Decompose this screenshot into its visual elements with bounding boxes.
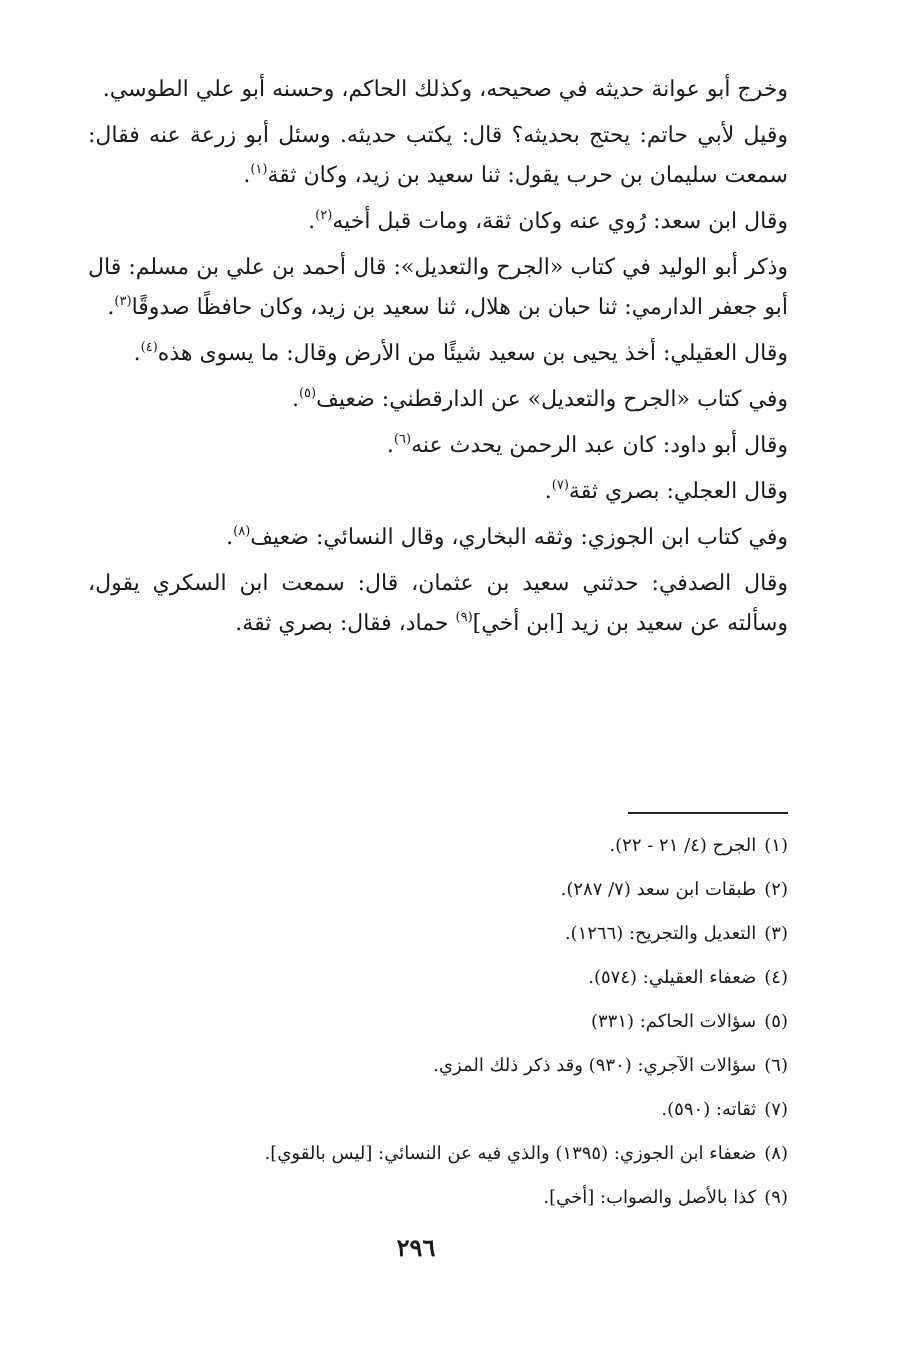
footnote-text: سؤالات الآجري: (٩٣٠) وقد ذكر ذلك المزي. bbox=[433, 1055, 757, 1076]
footnote-text: التعديل والتجريح: (١٢٦٦). bbox=[564, 923, 757, 944]
footnote-item bbox=[88, 1044, 788, 1088]
footnote-text: ضعفاء العقيلي: (٥٧٤). bbox=[588, 967, 757, 988]
paragraph: وقال الصدفي: حدثني سعيد بن عثمان، قال: سمعت ابن السكري يقول، وسألته عن سعيد بن زيد [ابن أخي]$^{(٩)}$ حماد، فقال: بصري ثقة. bbox=[88, 571, 788, 636]
footnote-number: (٩) bbox=[764, 1187, 788, 1208]
footnote-text: سؤالات الحاكم: (٣٣١) bbox=[590, 1011, 757, 1032]
footnote-number: (٧) bbox=[764, 1099, 788, 1120]
footnote-text: ضعفاء ابن الجوزي: (١٣٩٥) والذي فيه عن النسائي: [ليس بالقوي]. bbox=[264, 1143, 757, 1164]
paragraph: وذكر أبو الوليد في كتاب «الجرح والتعديل»: قال أحمد بن علي بن مسلم: قال أبو جعفر الدارمي: ثنا حبان بن هلال، ثنا سعيد بن زيد، وكان حافظًا صدوقًا$^{(٣)}$. bbox=[88, 255, 788, 320]
paragraph: وقال العقيلي: أخذ يحيى بن سعيد شيئًا من الأرض وقال: ما يسوى هذه$^{(٤)}$. bbox=[133, 340, 788, 366]
footnote-ref: (٧) bbox=[551, 478, 569, 493]
footnote-item bbox=[88, 1088, 788, 1132]
footnote-item bbox=[88, 868, 788, 912]
footnote-ref: (٤) bbox=[140, 340, 158, 355]
paragraph: وقال أبو داود: كان عبد الرحمن يحدث عنه$^{(٦)}$. bbox=[386, 432, 788, 458]
footnote-item bbox=[88, 956, 788, 1000]
footnote-item bbox=[88, 1132, 788, 1176]
footnote-ref: (٦) bbox=[393, 432, 412, 447]
footnote-separator bbox=[628, 812, 788, 814]
footnotes-list bbox=[88, 824, 788, 1220]
footnote-ref: (١) bbox=[250, 162, 268, 177]
paragraph: وخرج أبو عوانة حديثه في صحيحه، وكذلك الحاكم، وحسنه أبو علي الطوسي. bbox=[102, 77, 788, 102]
footnote-number: (٤) bbox=[764, 967, 788, 988]
paragraph: وقيل لأبي حاتم: يحتج بحديثه؟ قال: يكتب حديثه. وسئل أبو زرعة عنه فقال: سمعت سليمان بن حرب يقول: ثنا سعيد بن زيد، وكان ثقة$^{(١)}$. bbox=[88, 123, 788, 188]
footnote-item bbox=[88, 912, 788, 956]
footnote-text: ثقاته: (٥٩٠). bbox=[661, 1099, 757, 1120]
paragraph: وقال ابن سعد: رُوي عنه وكان ثقة، ومات قبل أخيه$^{(٢)}$. bbox=[308, 208, 788, 234]
footnote-ref: (٨) bbox=[233, 524, 251, 539]
paragraph: وقال العجلي: بصري ثقة$^{(٧)}$. bbox=[544, 478, 788, 504]
footnote-text: طبقات ابن سعد (٧/ ٢٨٧). bbox=[560, 879, 757, 900]
footnote-number: (٢) bbox=[764, 879, 788, 900]
footnote-text: كذا بالأصل والصواب: [أخي]. bbox=[543, 1187, 757, 1208]
footnote-item bbox=[88, 1000, 788, 1044]
footnote-item bbox=[88, 1176, 788, 1220]
footnote-ref: (٩) bbox=[455, 610, 473, 625]
footnote-number: (٣) bbox=[764, 923, 788, 944]
footnote-item bbox=[88, 824, 788, 868]
main-text bbox=[88, 70, 788, 650]
paragraph: وفي كتاب ابن الجوزي: وثقه البخاري، وقال النسائي: ضعيف$^{(٨)}$. bbox=[226, 524, 788, 550]
footnote-ref: (٢) bbox=[315, 208, 333, 223]
footnote-number: (٨) bbox=[764, 1143, 788, 1164]
paragraph: وفي كتاب «الجرح والتعديل» عن الدارقطني: ضعيف$^{(٥)}$. bbox=[291, 386, 788, 412]
footnote-ref: (٣) bbox=[114, 294, 132, 309]
footnote-number: (٥) bbox=[764, 1011, 788, 1032]
footnote-text: الجرح (٤/ ٢١ - ٢٢). bbox=[609, 835, 757, 856]
footnote-ref: (٥) bbox=[298, 386, 317, 401]
footnote-number: (١) bbox=[764, 835, 788, 856]
footnote-number: (٦) bbox=[764, 1055, 788, 1076]
page-number: ٢٩٦ bbox=[396, 1233, 436, 1262]
